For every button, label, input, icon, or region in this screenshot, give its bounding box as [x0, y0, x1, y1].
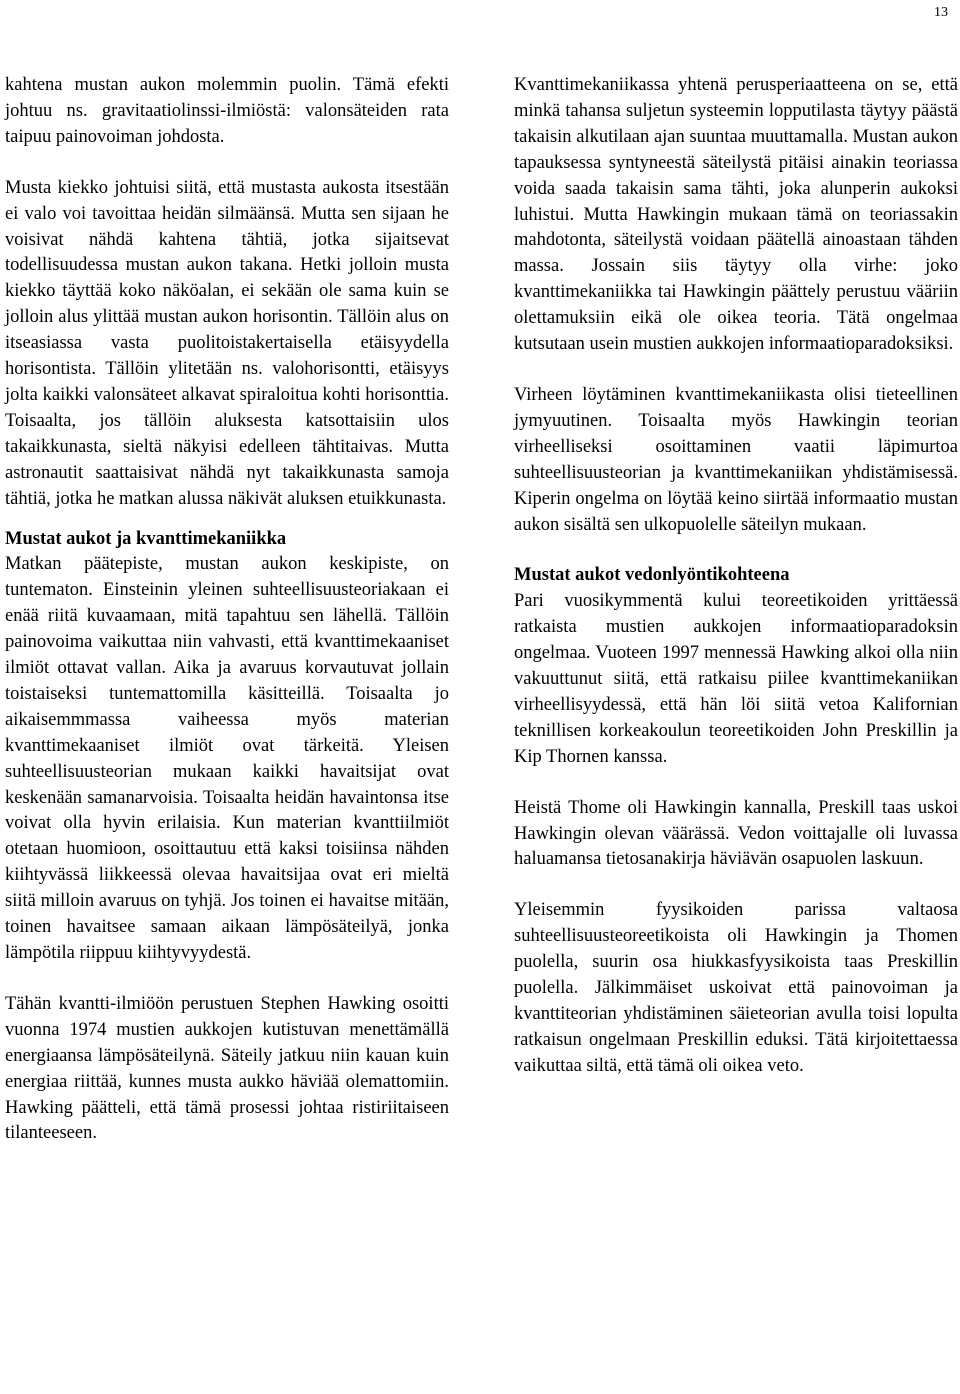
right-column — [514, 73, 958, 1080]
paragraph: Heistä Thome oli Hawkingin kannalla, Preskill taas uskoi Hawkingin olevan väärässä. Vedon voittajalle oli luvassa haluamansa tietosanakirja häviävän osapuolen laskuun. — [514, 797, 958, 870]
paragraph: Tähän kvantti-ilmiöön perustuen Stephen Hawking osoitti vuonna 1974 mustien aukkojen kutistuvan menettämällä energiaansa lämpösäteilynä. Säteily jatkuu niin kauan kuin energiaa riittää, kunnes musta aukko häviää olemattomiin. Hawking päätteli, että tämä prosessi johtaa ristiriitaiseen tilanteeseen. — [5, 993, 449, 1144]
paragraph: Kvanttimekaniikassa yhtenä perusperiaatteena on se, että minkä tahansa suljetun systeemin lopputilasta täytyy päästä takaisin alkutilaan ajan suuntaa muuttamalla. Mustan aukon tapauksessa syntyneestä säteilystä pitäisi ainakin teoriassa voida saada takaisin sama tähti, joka alunperin aukoksi luhistui. Mutta Hawkingin mukaan tämä on teoriassakin mahdotonta, säteilystä voidaan päätellä ainoastaan tähden massa. Jossain siis täytyy olla virhe: joko kvanttimekaniikka tai Hawkingin päättely perustuu vääriin olettamuksiin eikä ole oikea teoria. Tätä ongelmaa kutsutaan usein mustien aukkojen informaatioparadoksiksi. — [514, 75, 958, 355]
left-column — [5, 73, 449, 1147]
paragraph: Matkan päätepiste, mustan aukon keskipiste, on tuntematon. Einsteinin yleinen suhteellisuusteoriakaan ei enää riitä kuvaamaan, mitä tapahtuu sen lähellä. Tällöin painovoima vaikuttaa niin vahvasti, että kvanttimekaaniset ilmiöt ottavat vallan. Aika ja avaruus korvautuvat jollain toistaiseksi tuntemattomilla käsitteillä. Toisaalta jo aikaisemmmassa vaiheessa myös materian kvanttimekaaniset ilmiöt ovat tärkeitä. Yleisen suhteellisuusteorian mukaan kaikki havaitsijat ovat keskenään samanarvoisia. Toisaalta heidän havaintonsa itse voivat olla hyvin erilaisia. Kun materian kvanttiilmiöt otetaan huomioon, osoittautuu että kaksi toisiinsa nähden kiihtyvässä liikkeessä olevaa havaitsijaa ovat eri mieltä siitä milloin avaruus on tyhjä. Jos toinen ei havaitse mitään, toinen havaitsee samaan aikaan lämpösäteilyä, jonka lämpötila riippuu kiihtyvyydestä. — [5, 554, 449, 963]
paragraph: Yleisemmin fyysikoiden parissa valtaosa suhteellisuusteoreetikoista oli Hawkingin ja Thomen puolella, suurin osa hiukkasfyysikoista taas Preskillin puolella. Jälkimmäiset uskoivat että painovoiman ja kvanttiteorian yhdistäminen säieteorian avulla toisi lopulta ratkaisun ongelmaan Preskillin eduksi. Tätä kirjoitettaessa vaikuttaa siltä, että tämä oli oikea veto. — [514, 900, 958, 1076]
section-heading: Mustat aukot ja kvanttimekaniikka — [5, 528, 287, 549]
page-number: 13 — [934, 5, 948, 20]
paragraph: Pari vuosikymmentä kului teoreetikoiden yrittäessä ratkaista mustien aukkojen informaatioparadoksin ongelmaa. Vuoteen 1997 mennessä Hawking alkoi olla niin vakuuttunut siitä, että ratkaisu piilee kvanttimekaniikan virheellisyydessä, että hän löi siitä vetoa Kalifornian teknillisen korkeakoulun teoreetikoiden John Preskillin ja Kip Thornen kanssa. — [514, 591, 958, 767]
paragraph: kahtena mustan aukon molemmin puolin. Tämä efekti johtuu ns. gravitaatiolinssi-ilmiöstä: valonsäteiden rata taipuu painovoiman johdosta. — [5, 75, 449, 147]
paragraph: Musta kiekko johtuisi siitä, että mustasta aukosta itsestään ei valo voi tavoittaa heidän silmäänsä. Mutta sen sijaan he voisivat nähdä kahtena tähtiä, jotka sijaitsevat todellisuudessa mustan aukon takana. Hetki jolloin musta kiekko täyttää koko näköalan, ei sekään ole sama kuin se jolloin alus ylittää mustan aukon horisontin. Tällöin alus on itseasiassa vasta puolitoistakertaisella etäisyydella horisontista. Tällöin ylitetään ns. valohorisontti, etäisyys jolta kaikki valonsäteet alkavat spiraloitua kohti horisonttia. Toisaalta, jos tällöin aluksesta katsottaisiin ulos takaikkunasta, sieltä näkyisi edelleen tähtitaivas. Mutta astronautit saattaisivat nähdä nyt takaikkunasta samoja tähtiä, jotka he matkan alussa näkivät aluksen etuikkunasta. — [5, 177, 449, 509]
section-heading: Mustat aukot vedonlyöntikohteena — [514, 565, 790, 586]
paragraph: Virheen löytäminen kvanttimekaniikasta olisi tieteellinen jymyuutinen. Toisaalta myös Hawkingin teorian virheelliseksi osoittaminen vaatii läpimurtoa suhteellisuusteorian ja kvanttimekaniikan yhdistämisessä. Kiperin ongelma on löytää keino siirtää informaatio mustan aukon sisältä sen ulkopuolelle säteilyn mukaan. — [514, 384, 958, 535]
